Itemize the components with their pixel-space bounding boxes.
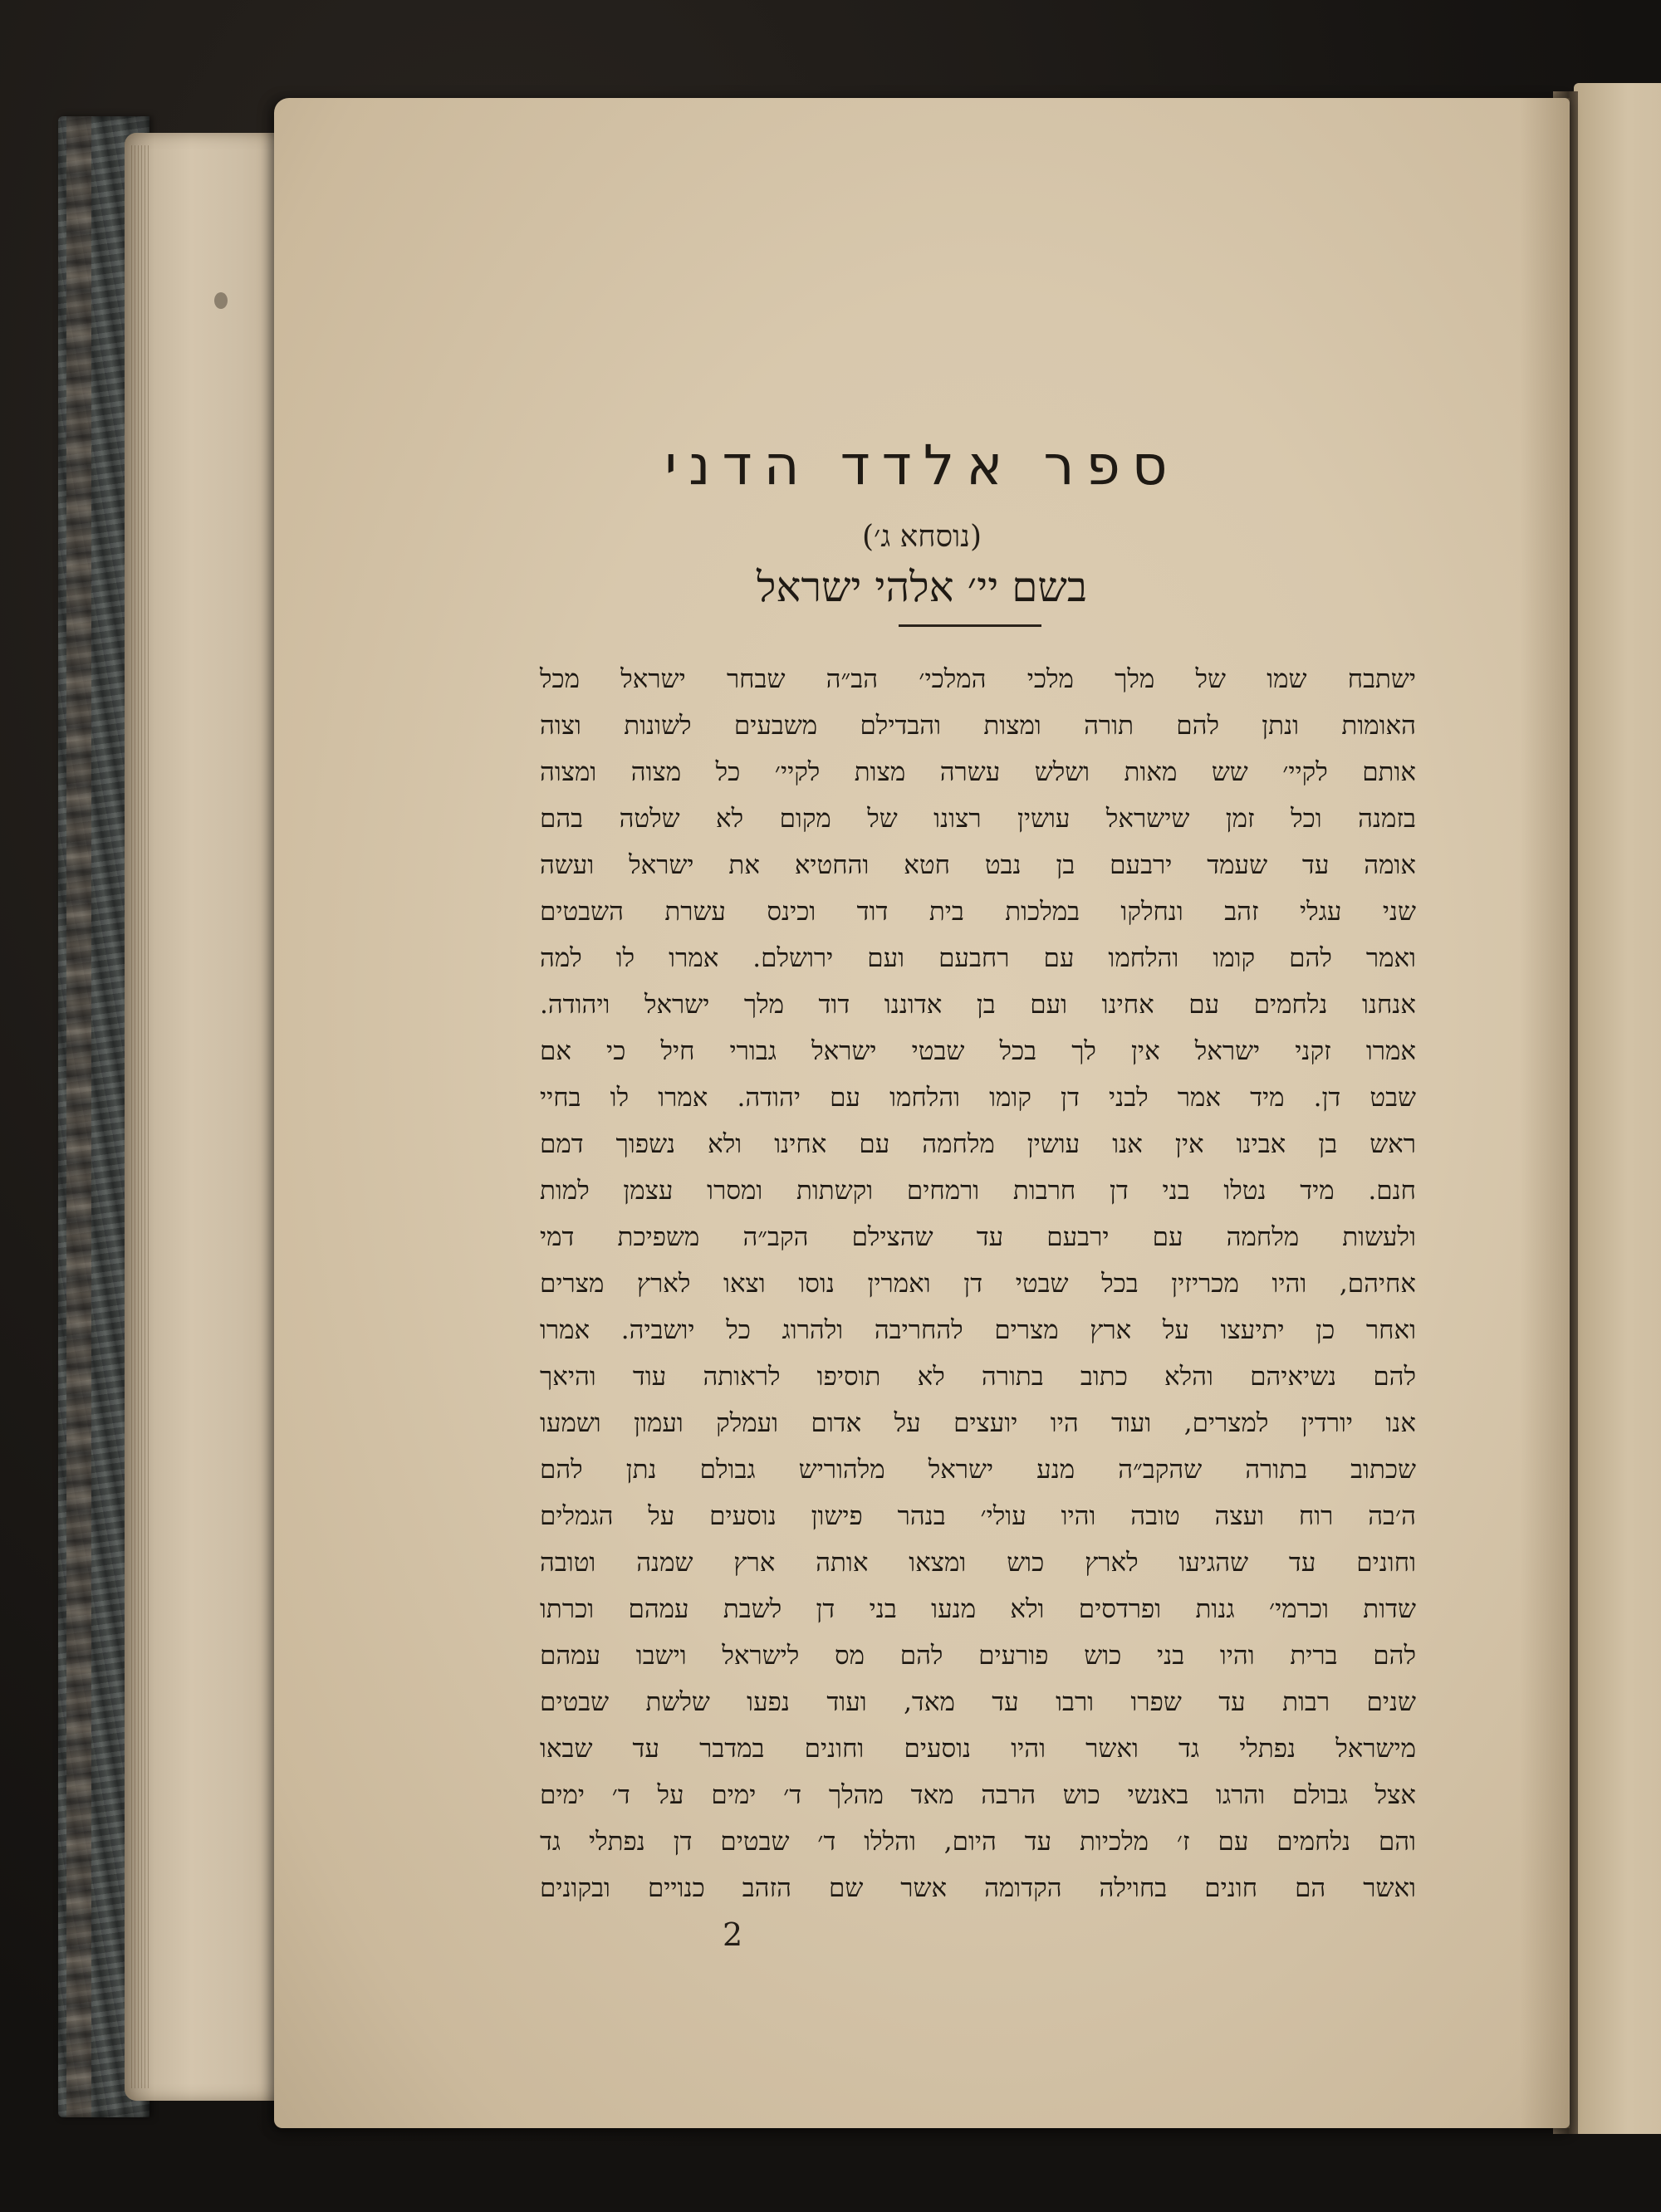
text-line: אחיהם, והיו מכריזין בכל שבטי דן ואמרין נוסו וצאו לארץ מצרים (540, 1269, 1416, 1299)
text-line: שנים רבות עד שפרו ורבו עד מאד, ועוד נפעו שלשת שבטים (540, 1687, 1416, 1717)
text-line: שדות וכרמי׳ גנות ופרדסים ולא מנעו בני דן לשבת עמהם וכרתו (540, 1594, 1416, 1624)
text-line: ה׳בה רוח ועצה טובה והיו עולי׳ בנהר פישון נוסעים על הגמלים (540, 1501, 1416, 1531)
text-line: שבט דן. מיד אמר לבני דן קומו והלחמו עם יהודה. אמרו לו בחיי (540, 1083, 1416, 1113)
body-text (540, 656, 1416, 1911)
text-line: אומה עד שעמד ירבעם בן נבט חטא והחטיא את ישראל ועשה (540, 850, 1416, 880)
text-line: שני עגלי זהב ונחלקו במלכות בית דוד וכינס עשרת השבטים (540, 897, 1416, 927)
text-line: בזמנה וכל זמן שישראל עושין רצונו של מקום לא שלטה בהם (540, 804, 1416, 834)
text-line: ואשר הם חונים בחוילה הקדומה אשר שם הזהב כנויים ובקונים (540, 1873, 1416, 1903)
text-line: וחונים עד שהגיעו לארץ כוש ומצאו אותה ארץ שמנה וטובה (540, 1548, 1416, 1578)
text-line: ואמר להם קומו והלחמו עם רחבעם ועם ירושלם. אמרו לו למה (540, 943, 1416, 973)
text-line: אנו יורדין למצרים, ועוד היו יועצים על אדום ועמלק ועמון ושמעו (540, 1408, 1416, 1438)
text-line: שכתוב בתורה שהקב״ה מנע ישראל מלהוריש גבולם נתן להם (540, 1455, 1416, 1485)
page-stack-edges (131, 145, 149, 2088)
text-line: ישתבח שמו של מלך מלכי המלכי׳ הב״ה שבחר ישראל מכל (540, 664, 1416, 694)
text-line: ראש בן אבינו אין אנו עושין מלחמה עם אחינו ולא נשפוך דמם (540, 1129, 1416, 1159)
text-line: ולעשות מלחמה עם ירבעם עד שהצילם הקב״ה משפיכת דמי (540, 1222, 1416, 1252)
invocation-heading: בשם יי׳ אלהי ישראל (757, 563, 1087, 611)
text-line: אנחנו נלחמים עם אחינו ועם בן אדוננו דוד מלך ישראל ויהודה. (540, 990, 1416, 1020)
page-title: ספר אלדד הדני (664, 433, 1179, 497)
text-line: להם נשיאיהם והלא כתוב בתורה לא תוסיפו לראותה עוד והיאך (540, 1362, 1416, 1392)
cover-edge-texture (66, 116, 91, 2117)
text-line: והם נלחמים עם ז׳ מלכיות עד היום, והללו ד׳ שבטים דן נפתלי גד (540, 1827, 1416, 1857)
title-divider (899, 624, 1041, 627)
text-line: האומות ונתן להם תורה ומצות והבדילם משבעים לשונות וצוה (540, 711, 1416, 741)
text-line: אותם לקיי׳ שש מאות ושלש עשרה מצות לקיי׳ כל מצוה ומצוה (540, 757, 1416, 787)
text-line: מישראל נפתלי גד ואשר והיו נוסעים וחונים במדבר עד שבאו (540, 1734, 1416, 1764)
page-number: 2 (723, 1916, 743, 1953)
text-line: אצל גבולם והרגו באנשי כוש הרבה מאד מהלך ד׳ ימים על ד׳ ימים (540, 1780, 1416, 1810)
facing-page (1574, 83, 1661, 2134)
text-line: חנם. מיד נטלו בני דן חרבות ורמחים וקשתות ומסרו עצמן למות (540, 1176, 1416, 1206)
text-line: להם ברית והיו בני כוש פורעים להם מס לישראל וישבו עמהם (540, 1641, 1416, 1671)
stain-spot (214, 292, 228, 309)
text-line: ואחר כן יתיעצו על ארץ מצרים להחריבה ולהרוג כל יושביה. אמרו (540, 1315, 1417, 1345)
page-stack (125, 133, 291, 2101)
page-subtitle: (נוסחא ג׳) (861, 520, 982, 554)
text-line: אמרו זקני ישראל אין לך בכל שבטי ישראל גבורי חיל כי אם (540, 1036, 1416, 1066)
